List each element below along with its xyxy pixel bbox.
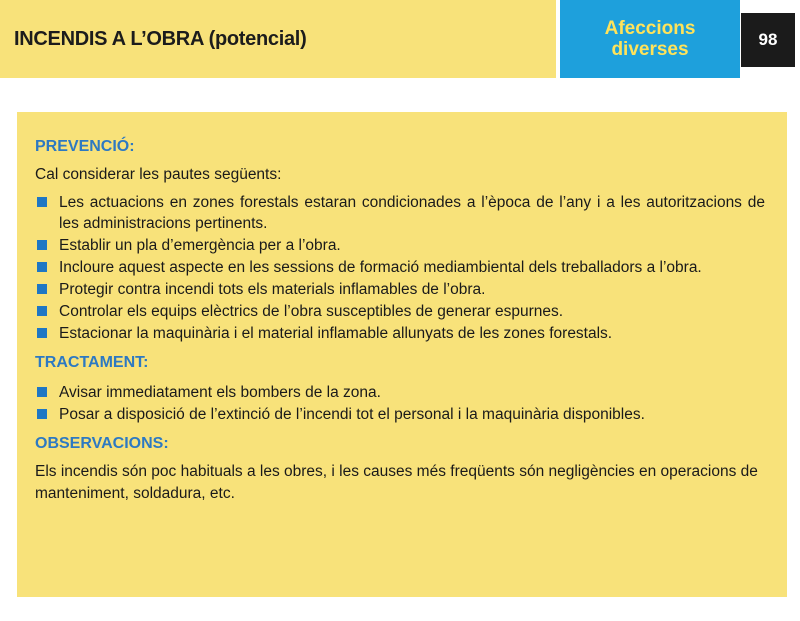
- page-header: [0, 0, 800, 78]
- list-item: [35, 257, 765, 278]
- tractament-list: [35, 382, 765, 425]
- list-item: [35, 301, 765, 322]
- list-item-text: Incloure aquest aspecte en les sessions de formació mediambiental dels treballadors a l’obra.: [59, 259, 702, 276]
- section-title-observacions: OBSERVACIONS:: [35, 435, 169, 452]
- prevencio-intro: Cal considerar les pautes següents:: [35, 166, 282, 183]
- page-number: 98: [741, 13, 795, 67]
- bullet-square-icon: [37, 387, 47, 397]
- list-item-text: Protegir contra incendi tots els materials inflamables de l’obra.: [59, 281, 486, 298]
- prevencio-list: [35, 192, 765, 344]
- list-item: [35, 323, 765, 344]
- bullet-square-icon: [37, 306, 47, 316]
- category-box: [560, 0, 740, 78]
- list-item: [35, 404, 765, 425]
- section-title-tractament: TRACTAMENT:: [35, 354, 149, 371]
- list-item-text: Estacionar la maquinària i el material inflamable allunyats de les zones forestals.: [59, 325, 613, 342]
- list-item-text: Avisar immediatament els bombers de la zona.: [59, 384, 381, 401]
- list-item-text: Les actuacions en zones forestals estaran condicionades a l’època de l’any i a les autoritzacions de les administracions pertinents.: [59, 194, 765, 232]
- list-item: [35, 235, 765, 256]
- bullet-square-icon: [37, 328, 47, 338]
- list-item: [35, 279, 765, 300]
- list-item: [35, 192, 765, 234]
- list-item-text: Posar a disposició de l’extinció de l’incendi tot el personal i la maquinària disponibles.: [59, 406, 645, 423]
- bullet-square-icon: [37, 409, 47, 419]
- bullet-square-icon: [37, 284, 47, 294]
- list-item: [35, 382, 765, 403]
- bullet-square-icon: [37, 240, 47, 250]
- title-bar: [0, 0, 556, 78]
- list-item-text: Controlar els equips elèctrics de l’obra susceptibles de generar espurnes.: [59, 303, 564, 320]
- category-line-1: Afeccions: [604, 18, 696, 39]
- category-line-2: diverses: [611, 39, 689, 60]
- section-title-prevencio: PREVENCIÓ:: [35, 138, 135, 155]
- page-title: INCENDIS A L’OBRA (potencial): [14, 27, 307, 50]
- observacions-text: Els incendis són poc habituals a les obres, i les causes més freqüents són negligències en operacions de manteniment, soldadura, etc.: [35, 463, 758, 502]
- bullet-square-icon: [37, 262, 47, 272]
- content-panel: [17, 112, 787, 597]
- bullet-square-icon: [37, 197, 47, 207]
- list-item-text: Establir un pla d’emergència per a l’obra.: [59, 237, 341, 254]
